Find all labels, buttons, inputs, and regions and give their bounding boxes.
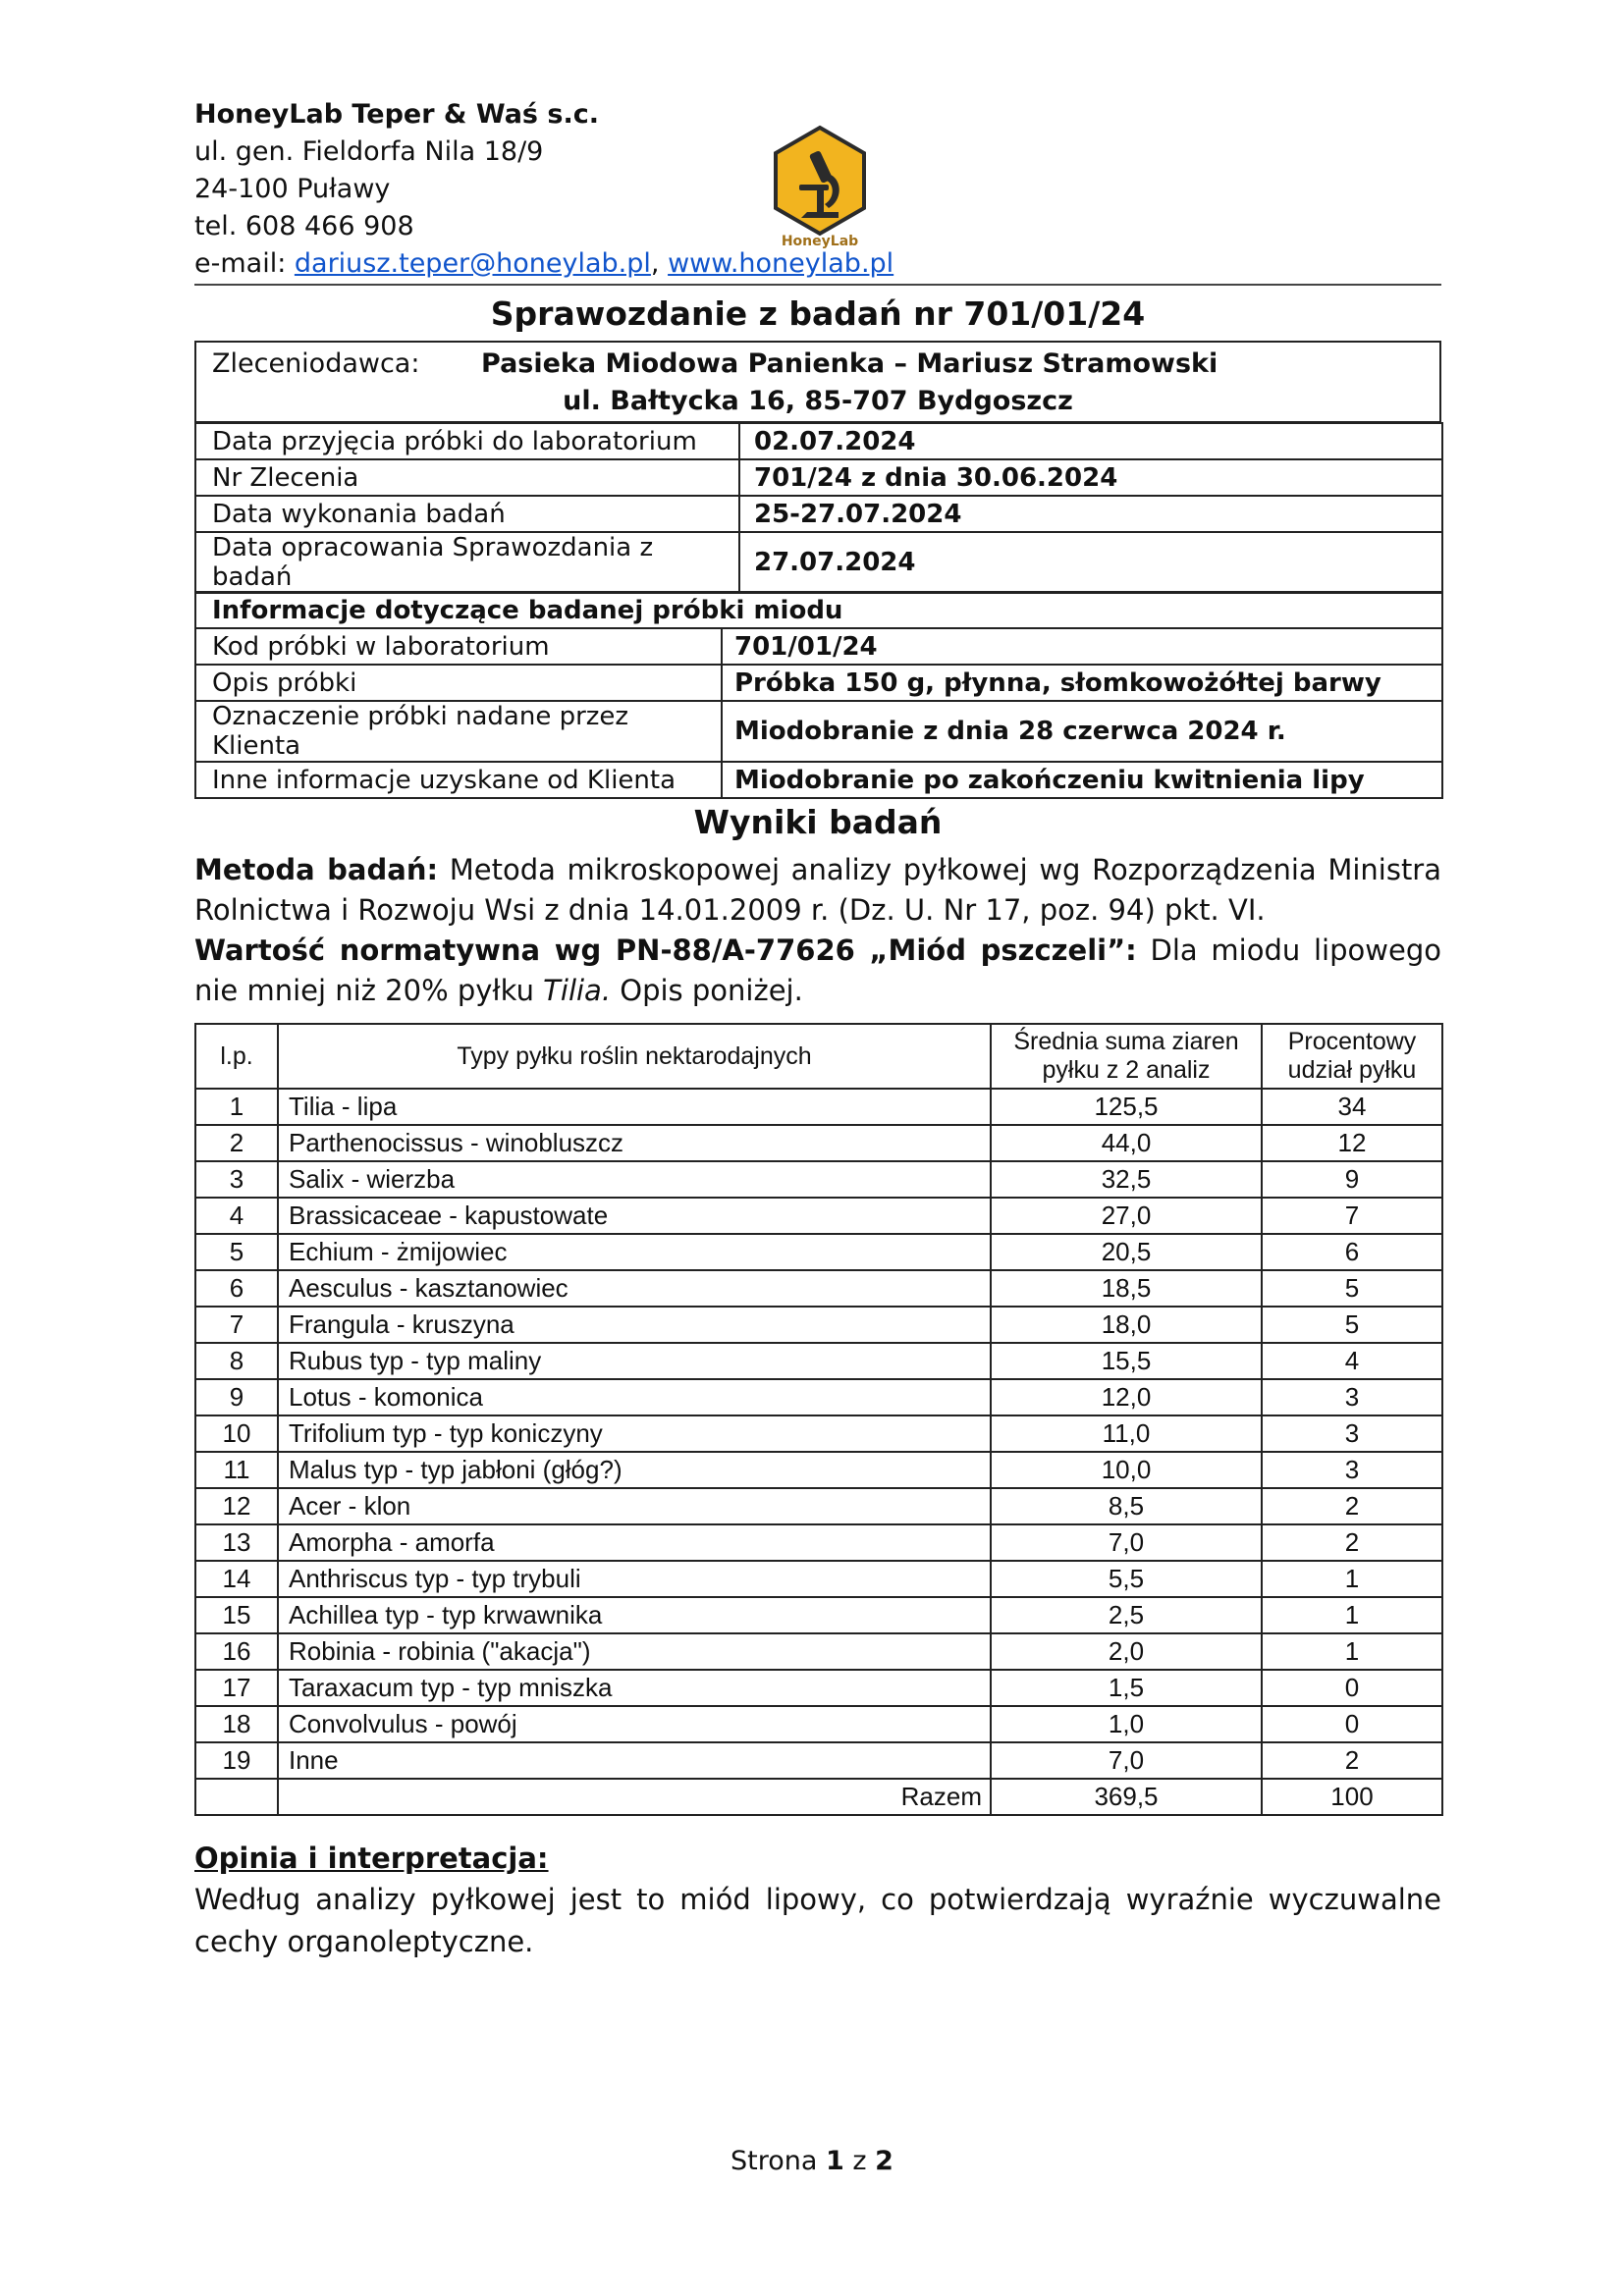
table-row bbox=[195, 532, 1442, 593]
row-number: 10 bbox=[195, 1415, 278, 1452]
pollen-sum: 18,5 bbox=[991, 1270, 1262, 1307]
info-value: Próbka 150 g, płynna, słomkowożółtej barwy bbox=[722, 665, 1442, 701]
results-title: Wyniki badań bbox=[693, 803, 943, 841]
pollen-sum: 5,5 bbox=[991, 1561, 1262, 1597]
pollen-percent: 0 bbox=[1262, 1670, 1442, 1706]
table-row bbox=[195, 762, 1442, 798]
table-row bbox=[195, 1670, 1442, 1706]
pollen-type: Malus typ - typ jabłoni (głóg?) bbox=[278, 1452, 991, 1488]
pollen-sum: 125,5 bbox=[991, 1089, 1262, 1125]
pollen-sum: 2,0 bbox=[991, 1633, 1262, 1670]
pollen-type: Lotus - komonica bbox=[278, 1379, 991, 1415]
separator: , bbox=[650, 248, 669, 279]
info-label: Opis próbki bbox=[195, 665, 722, 701]
pollen-sum: 15,5 bbox=[991, 1343, 1262, 1379]
row-number: 6 bbox=[195, 1270, 278, 1307]
method-text: Metoda mikroskopowej analizy pyłkowej wg Rozporządzenia Ministra Rolnictwa i Rozwoju Wsi z dnia 14.01.2009 r. (Dz. U. Nr 17, poz. 94) pkt. VI. bbox=[194, 853, 1442, 927]
client-address: ul. Bałtycka 16, 85-707 Bydgoszcz bbox=[563, 386, 1073, 416]
pollen-type: Taraxacum typ - typ mniszka bbox=[278, 1670, 991, 1706]
table-row bbox=[195, 1161, 1442, 1198]
row-number: 11 bbox=[195, 1452, 278, 1488]
pollen-percent: 3 bbox=[1262, 1379, 1442, 1415]
total-row bbox=[195, 1779, 1442, 1815]
pollen-type: Rubus typ - typ maliny bbox=[278, 1343, 991, 1379]
row-number: 8 bbox=[195, 1343, 278, 1379]
report-title: Sprawozdanie z badań nr 701/01/24 bbox=[490, 294, 1146, 333]
norm-paragraph bbox=[194, 931, 1441, 1011]
footer-total: 2 bbox=[875, 2146, 893, 2176]
pollen-sum: 12,0 bbox=[991, 1379, 1262, 1415]
pollen-type: Parthenocissus - winobluszcz bbox=[278, 1125, 991, 1161]
table-row bbox=[195, 1379, 1442, 1415]
footer-prefix: Strona bbox=[731, 2146, 827, 2176]
info-value: Miodobranie po zakończeniu kwitnienia lipy bbox=[722, 762, 1442, 798]
total-sum: 369,5 bbox=[991, 1779, 1262, 1815]
table-row bbox=[195, 1234, 1442, 1270]
info-label: Oznaczenie próbki nadane przez Klienta bbox=[195, 701, 722, 762]
pollen-type: Anthriscus typ - typ trybuli bbox=[278, 1561, 991, 1597]
table-row bbox=[195, 1452, 1442, 1488]
pollen-percent: 1 bbox=[1262, 1597, 1442, 1633]
table-row bbox=[195, 1561, 1442, 1597]
results-body bbox=[195, 1089, 1442, 1779]
pollen-percent: 12 bbox=[1262, 1125, 1442, 1161]
total-blank bbox=[195, 1779, 278, 1815]
pollen-percent: 0 bbox=[1262, 1706, 1442, 1742]
pollen-type: Salix - wierzba bbox=[278, 1161, 991, 1198]
date-value: 27.07.2024 bbox=[739, 532, 1442, 593]
norm-text-after: Opis poniżej. bbox=[611, 974, 803, 1007]
pollen-type: Tilia - lipa bbox=[278, 1089, 991, 1125]
date-value: 701/24 z dnia 30.06.2024 bbox=[739, 459, 1442, 496]
pollen-percent: 5 bbox=[1262, 1270, 1442, 1307]
pollen-percent: 2 bbox=[1262, 1742, 1442, 1779]
table-row bbox=[195, 628, 1442, 665]
info-label: Inne informacje uzyskane od Klienta bbox=[195, 762, 722, 798]
footer-middle: z bbox=[843, 2146, 876, 2176]
date-label: Data opracowania Sprawozdania z badań bbox=[195, 532, 739, 593]
row-number: 18 bbox=[195, 1706, 278, 1742]
table-row bbox=[195, 1633, 1442, 1670]
honeylab-logo bbox=[770, 124, 870, 249]
sample-info-table bbox=[194, 591, 1443, 799]
pollen-sum: 1,0 bbox=[991, 1706, 1262, 1742]
table-row bbox=[195, 701, 1442, 762]
client-box bbox=[194, 341, 1441, 423]
pollen-type: Trifolium typ - typ koniczyny bbox=[278, 1415, 991, 1452]
table-row bbox=[195, 1270, 1442, 1307]
pollen-percent: 2 bbox=[1262, 1488, 1442, 1524]
client-name: Pasieka Miodowa Panienka – Mariusz Stramowski bbox=[481, 348, 1218, 379]
total-percent: 100 bbox=[1262, 1779, 1442, 1815]
row-number: 17 bbox=[195, 1670, 278, 1706]
method-paragraph bbox=[194, 850, 1441, 931]
pollen-percent: 3 bbox=[1262, 1452, 1442, 1488]
pollen-sum: 7,0 bbox=[991, 1524, 1262, 1561]
client-label: Zleceniodawca: bbox=[212, 348, 420, 379]
pollen-percent: 1 bbox=[1262, 1561, 1442, 1597]
website-link[interactable]: www.honeylab.pl bbox=[668, 248, 894, 279]
pollen-percent: 34 bbox=[1262, 1089, 1442, 1125]
email-label: e-mail: bbox=[194, 248, 295, 279]
table-row bbox=[195, 423, 1442, 459]
pollen-results-table bbox=[194, 1023, 1443, 1816]
pollen-type: Aesculus - kasztanowiec bbox=[278, 1270, 991, 1307]
pollen-percent: 4 bbox=[1262, 1343, 1442, 1379]
table-header-row bbox=[195, 592, 1442, 628]
table-row bbox=[195, 459, 1442, 496]
letterhead bbox=[194, 96, 1441, 283]
row-number: 9 bbox=[195, 1379, 278, 1415]
pollen-sum: 20,5 bbox=[991, 1234, 1262, 1270]
row-number: 13 bbox=[195, 1524, 278, 1561]
row-number: 2 bbox=[195, 1125, 278, 1161]
total-label: Razem bbox=[278, 1779, 991, 1815]
pollen-sum: 11,0 bbox=[991, 1415, 1262, 1452]
pollen-percent: 7 bbox=[1262, 1198, 1442, 1234]
pollen-sum: 7,0 bbox=[991, 1742, 1262, 1779]
pollen-percent: 5 bbox=[1262, 1307, 1442, 1343]
method-label: Metoda badań: bbox=[194, 853, 439, 886]
pollen-sum: 1,5 bbox=[991, 1670, 1262, 1706]
company-name: HoneyLab Teper & Waś s.c. bbox=[194, 99, 599, 130]
table-row bbox=[195, 1415, 1442, 1452]
table-row bbox=[195, 1198, 1442, 1234]
date-label: Data wykonania badań bbox=[195, 496, 739, 532]
row-number: 16 bbox=[195, 1633, 278, 1670]
pollen-type: Brassicaceae - kapustowate bbox=[278, 1198, 991, 1234]
email-link[interactable]: dariusz.teper@honeylab.pl bbox=[294, 248, 651, 279]
header-divider bbox=[194, 284, 1441, 286]
row-number: 14 bbox=[195, 1561, 278, 1597]
norm-label: Wartość normatywna wg PN-88/A-77626 „Miód pszczeli”: bbox=[194, 934, 1137, 967]
table-row bbox=[195, 1488, 1442, 1524]
pollen-type: Acer - klon bbox=[278, 1488, 991, 1524]
info-value: 701/01/24 bbox=[722, 628, 1442, 665]
pollen-type: Achillea typ - typ krwawnika bbox=[278, 1597, 991, 1633]
date-label: Nr Zlecenia bbox=[195, 459, 739, 496]
row-number: 1 bbox=[195, 1089, 278, 1125]
pollen-percent: 9 bbox=[1262, 1161, 1442, 1198]
table-header-row bbox=[195, 1024, 1442, 1089]
pollen-type: Amorpha - amorfa bbox=[278, 1524, 991, 1561]
column-header-percent: Procentowy udział pyłku bbox=[1262, 1024, 1442, 1089]
pollen-type: Inne bbox=[278, 1742, 991, 1779]
table-row bbox=[195, 1307, 1442, 1343]
page-footer bbox=[0, 2146, 1624, 2176]
pollen-sum: 8,5 bbox=[991, 1488, 1262, 1524]
table-row bbox=[195, 1089, 1442, 1125]
table-row bbox=[195, 1524, 1442, 1561]
opinion-heading: Opinia i interpretacja: bbox=[194, 1842, 549, 1875]
address-street: ul. gen. Fieldorfa Nila 18/9 bbox=[194, 136, 544, 167]
pollen-type: Robinia - robinia ("akacja") bbox=[278, 1633, 991, 1670]
pollen-type: Echium - żmijowiec bbox=[278, 1234, 991, 1270]
row-number: 4 bbox=[195, 1198, 278, 1234]
row-number: 19 bbox=[195, 1742, 278, 1779]
pollen-percent: 3 bbox=[1262, 1415, 1442, 1452]
row-number: 12 bbox=[195, 1488, 278, 1524]
table-row bbox=[195, 1742, 1442, 1779]
pollen-percent: 2 bbox=[1262, 1524, 1442, 1561]
info-value: Miodobranie z dnia 28 czerwca 2024 r. bbox=[722, 701, 1442, 762]
pollen-percent: 1 bbox=[1262, 1633, 1442, 1670]
date-value: 25-27.07.2024 bbox=[739, 496, 1442, 532]
sample-info-heading: Informacje dotyczące badanej próbki miodu bbox=[195, 592, 1442, 628]
table-row bbox=[195, 665, 1442, 701]
info-label: Kod próbki w laboratorium bbox=[195, 628, 722, 665]
address-city: 24-100 Puławy bbox=[194, 174, 391, 204]
pollen-type: Convolvulus - powój bbox=[278, 1706, 991, 1742]
phone: tel. 608 466 908 bbox=[194, 211, 414, 241]
pollen-sum: 44,0 bbox=[991, 1125, 1262, 1161]
pollen-sum: 18,0 bbox=[991, 1307, 1262, 1343]
pollen-type: Frangula - kruszyna bbox=[278, 1307, 991, 1343]
row-number: 7 bbox=[195, 1307, 278, 1343]
dates-table bbox=[194, 422, 1443, 594]
column-header-sum: Średnia suma ziaren pyłku z 2 analiz bbox=[991, 1024, 1262, 1089]
email-line bbox=[194, 245, 1441, 283]
table-row bbox=[195, 1597, 1442, 1633]
table-row bbox=[195, 1706, 1442, 1742]
pollen-sum: 2,5 bbox=[991, 1597, 1262, 1633]
date-label: Data przyjęcia próbki do laboratorium bbox=[195, 423, 739, 459]
table-row bbox=[195, 1125, 1442, 1161]
date-value: 02.07.2024 bbox=[739, 423, 1442, 459]
footer-page: 1 bbox=[826, 2146, 844, 2176]
table-row bbox=[195, 496, 1442, 532]
column-header-lp: l.p. bbox=[195, 1024, 278, 1089]
opinion-text: Według analizy pyłkowej jest to miód lipowy, co potwierdzają wyraźnie wyczuwalne cechy organoleptyczne. bbox=[194, 1883, 1441, 1958]
norm-italic: Tilia. bbox=[543, 974, 612, 1007]
pollen-percent: 6 bbox=[1262, 1234, 1442, 1270]
pollen-sum: 27,0 bbox=[991, 1198, 1262, 1234]
pollen-sum: 10,0 bbox=[991, 1452, 1262, 1488]
table-row bbox=[195, 1343, 1442, 1379]
row-number: 3 bbox=[195, 1161, 278, 1198]
column-header-type: Typy pyłku roślin nektarodajnych bbox=[278, 1024, 991, 1089]
row-number: 5 bbox=[195, 1234, 278, 1270]
pollen-sum: 32,5 bbox=[991, 1161, 1262, 1198]
row-number: 15 bbox=[195, 1597, 278, 1633]
logo-text: HoneyLab bbox=[781, 234, 859, 249]
norm-text: Dla miodu lipowego nie mniej niż 20% pyłku bbox=[194, 934, 1441, 1007]
